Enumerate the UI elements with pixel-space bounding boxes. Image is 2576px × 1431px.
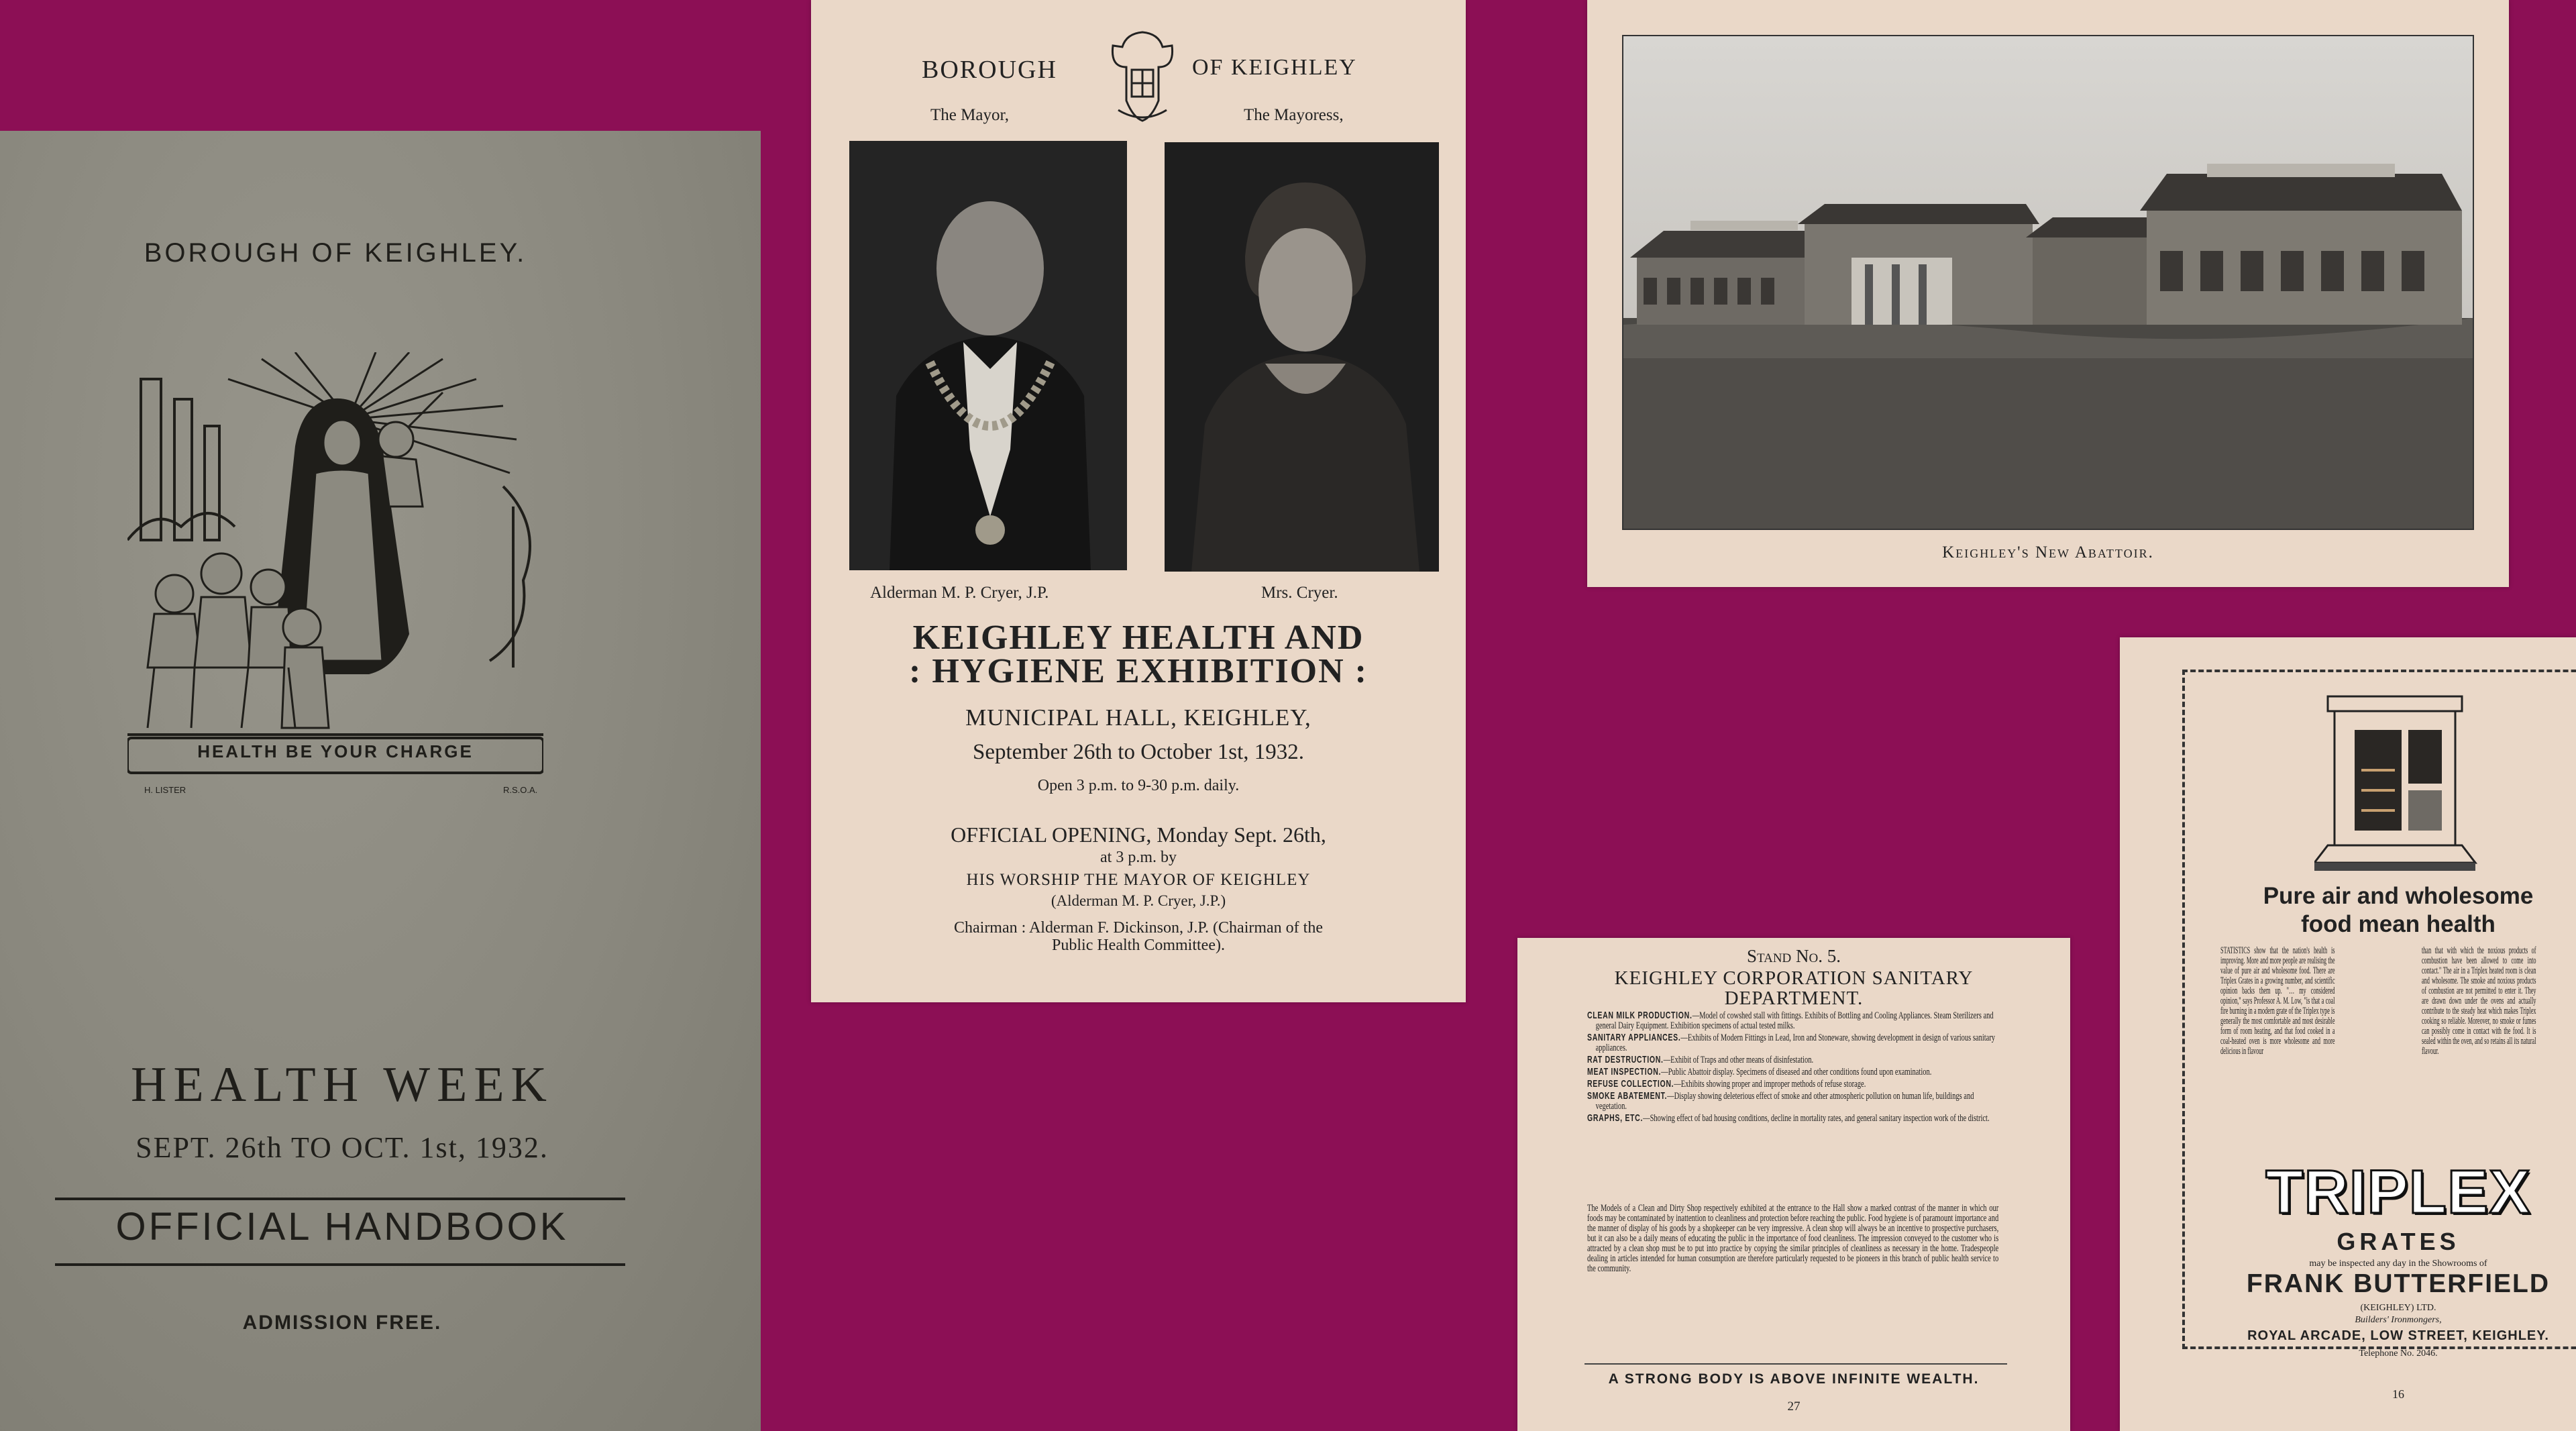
cover-banner-text: HEALTH BE YOUR CHARGE: [197, 741, 474, 761]
exhibition-venue: MUNICIPAL HALL, KEIGHLEY,: [965, 704, 1311, 731]
advert-dealer-sub: (KEIGHLEY) LTD.: [2360, 1303, 2436, 1313]
programme-header-keighley: OF KEIGHLEY: [1192, 55, 1357, 80]
triplex-advert-page: [2120, 637, 2576, 1431]
cover-borough: BOROUGH OF KEIGHLEY.: [144, 238, 527, 268]
stand-motto: A STRONG BODY IS ABOVE INFINITE WEALTH.: [1608, 1371, 1980, 1387]
stand-exhibit-text: —Display showing deleterious effect of smoke and other atmospheric pollution on human life, buildings and vegetation.: [1595, 1091, 1974, 1112]
advert-copy-left: STATISTICS show that the nation's health is improving. More and more people are realising the value of pure air and wholesome food. There are Triplex Grates in a growing number, and scientific opinion backs them up. "… my considered opinion," says Professor A. M. Low, "is that a coal fire burning in a modern grate of the Triplex type is generally the most comfortable and most desirable form of room heating, and that food cooked in a coal-heated oven is more wholesome and more delicious in flavour: [2220, 945, 2335, 1057]
stand-exhibit-item: [1587, 1010, 1998, 1031]
stand-exhibit-list: [1587, 1010, 1998, 1125]
advert-telephone: Telephone No. 2046.: [2359, 1348, 2438, 1359]
stand-page: [1517, 938, 2070, 1431]
stand-paragraph: The Models of a Clean and Dirty Shop respectively exhibited at the entrance to the Hall show a marked contrast of the manner in which our foods may be contaminated by inattention to cleanliness and protection before reaching the public. Food hygiene is of paramount importance and the manner of display of his goods by a shopkeeper can be very impressive. A clean shop will always be an incentive to prospective purchasers, but it can also be a daily means of educating the public in the importance of food cleanliness. The impression conveyed to the customer who is attracted by a clean shop must be to put into practice by copying the similar principles of cleanliness as necessary in the home. Tradespeople dealing in articles intended for human consumption are therefore particularly requested to be pioneers in this branch of public health service to the community.: [1587, 1203, 1999, 1274]
artist-signature-right: R.S.O.A.: [503, 785, 538, 795]
cover-admission: ADMISSION FREE.: [242, 1312, 442, 1334]
abattoir-caption: Keighley's New Abattoir.: [1942, 543, 2154, 562]
stand-exhibit-text: —Exhibit of Traps and other means of disinfestation.: [1663, 1055, 1814, 1065]
mayoress-label: The Mayoress,: [1244, 106, 1344, 124]
exhibition-title-line1: KEIGHLEY HEALTH AND: [912, 619, 1364, 657]
coat-of-arms-icon: [1105, 27, 1180, 124]
mayor-label: The Mayor,: [930, 106, 1010, 124]
stand-exhibit-heading: CLEAN MILK PRODUCTION.: [1587, 1010, 1693, 1021]
advert-headline-line1: Pure air and wholesome: [2263, 883, 2534, 909]
mayoress-caption: Mrs. Cryer.: [1261, 584, 1338, 602]
mayor-portrait: [849, 141, 1127, 570]
abattoir-photo: [1622, 35, 2474, 530]
handbook-cover: [0, 131, 761, 1431]
advert-headline-line2: food mean health: [2301, 911, 2496, 937]
triplex-logo: TRIPLEX: [2265, 1158, 2531, 1226]
official-opening: OFFICIAL OPENING, Monday Sept. 26th,: [951, 823, 1326, 847]
stand-exhibit-item: [1587, 1113, 1998, 1124]
chairman-line1: Chairman : Alderman F. Dickinson, J.P. (Chairman of the: [953, 919, 1323, 937]
stand-exhibit-text: —Model of cowshed stall with fittings. Exhibits of Bottling and Cooling Appliances. Steam Sterilizers and general Dairy Equipment. Exhibition specimens of actual tested milks.: [1595, 1010, 1994, 1031]
grate-illustration: [2314, 690, 2482, 878]
chairman-line2: Public Health Committee).: [1052, 937, 1225, 954]
cover-title: HEALTH WEEK: [131, 1057, 553, 1112]
stand-exhibit-heading: SMOKE ABATEMENT.: [1587, 1090, 1668, 1102]
stand-page-number: 27: [1787, 1399, 1801, 1414]
stand-exhibit-heading: REFUSE COLLECTION.: [1587, 1078, 1674, 1090]
advert-dealer: FRANK BUTTERFIELD: [2246, 1269, 2551, 1298]
stand-exhibit-text: —Exhibits showing proper and improper methods of refuse storage.: [1674, 1079, 1866, 1090]
cover-dates: SEPT. 26th TO OCT. 1st, 1932.: [136, 1131, 549, 1164]
stand-rule: [1585, 1363, 2007, 1365]
stand-exhibit-heading: MEAT INSPECTION.: [1587, 1066, 1662, 1077]
artist-signature-left: H. LISTER: [144, 785, 186, 795]
opener: HIS WORSHIP THE MAYOR OF KEIGHLEY: [966, 871, 1311, 889]
advert-inspect-note: may be inspected any day in the Showrooms of: [2309, 1259, 2487, 1269]
exhibition-hours: Open 3 p.m. to 9-30 p.m. daily.: [1037, 777, 1240, 794]
advert-page-number: 16: [2392, 1387, 2404, 1401]
abattoir-page: [1587, 0, 2509, 587]
cover-handbook-title: OFFICIAL HANDBOOK: [115, 1205, 569, 1249]
advert-trade: Builders' Ironmongers,: [2355, 1315, 2442, 1325]
stand-exhibit-item: [1587, 1055, 1998, 1065]
exhibition-title-line2: : HYGIENE EXHIBITION :: [909, 652, 1368, 690]
stand-exhibit-item: [1587, 1067, 1998, 1077]
cover-rule-bottom: [55, 1263, 625, 1266]
stand-exhibit-text: —Exhibits of Modern Fittings in Lead, Iron and Stoneware, showing development in design of various sanitary appliances.: [1595, 1032, 1996, 1053]
mayor-caption: Alderman M. P. Cryer, J.P.: [870, 584, 1049, 602]
cover-rule-top: [55, 1198, 625, 1200]
stand-exhibit-text: —Public Abattoir display. Specimens of diseased and other conditions found upon examination.: [1661, 1067, 1932, 1077]
exhibition-dates: September 26th to October 1st, 1932.: [972, 740, 1304, 764]
opening-time: at 3 p.m. by: [1100, 849, 1177, 866]
opener-name: (Alderman M. P. Cryer, J.P.): [1051, 892, 1226, 909]
stand-exhibit-item: [1587, 1079, 1998, 1090]
stand-exhibit-heading: RAT DESTRUCTION.: [1587, 1054, 1664, 1065]
mayoress-portrait: [1165, 142, 1439, 572]
stand-number: Stand No. 5.: [1747, 946, 1841, 966]
stand-exhibit-item: [1587, 1091, 1998, 1112]
stand-exhibit-heading: SANITARY APPLIANCES.: [1587, 1032, 1681, 1043]
nurse-children-illustration: [127, 352, 543, 782]
advert-address: ROYAL ARCADE, LOW STREET, KEIGHLEY.: [2247, 1328, 2549, 1343]
stand-title-line1: KEIGHLEY CORPORATION SANITARY: [1614, 967, 1974, 989]
stand-exhibit-heading: GRAPHS, ETC.: [1587, 1112, 1644, 1124]
stand-exhibit-text: —Showing effect of bad housing conditions, decline in mortality rates, and general sanitary inspection work of the district.: [1643, 1113, 1990, 1124]
stand-title-line2: DEPARTMENT.: [1724, 988, 1864, 1009]
advert-grates: GRATES: [2337, 1228, 2460, 1255]
programme-page: [811, 0, 1466, 1002]
programme-header-borough: BOROUGH: [922, 56, 1057, 84]
advert-copy-right: than that with which the noxious products of combustion have been allowed to come into contact." The air in a Triplex heated room is clean and wholesome. The smoke and noxious products of combustion are not permitted to enter it. They are drawn down under the ovens and actually contribute to the steady heat which makes Triplex cooking so reliable. Moreover, no smoke or fumes can possibly come in contact with the food. It is sealed within the oven, and so retains all its natural flavour.: [2422, 945, 2536, 1057]
stand-exhibit-item: [1587, 1032, 1998, 1053]
